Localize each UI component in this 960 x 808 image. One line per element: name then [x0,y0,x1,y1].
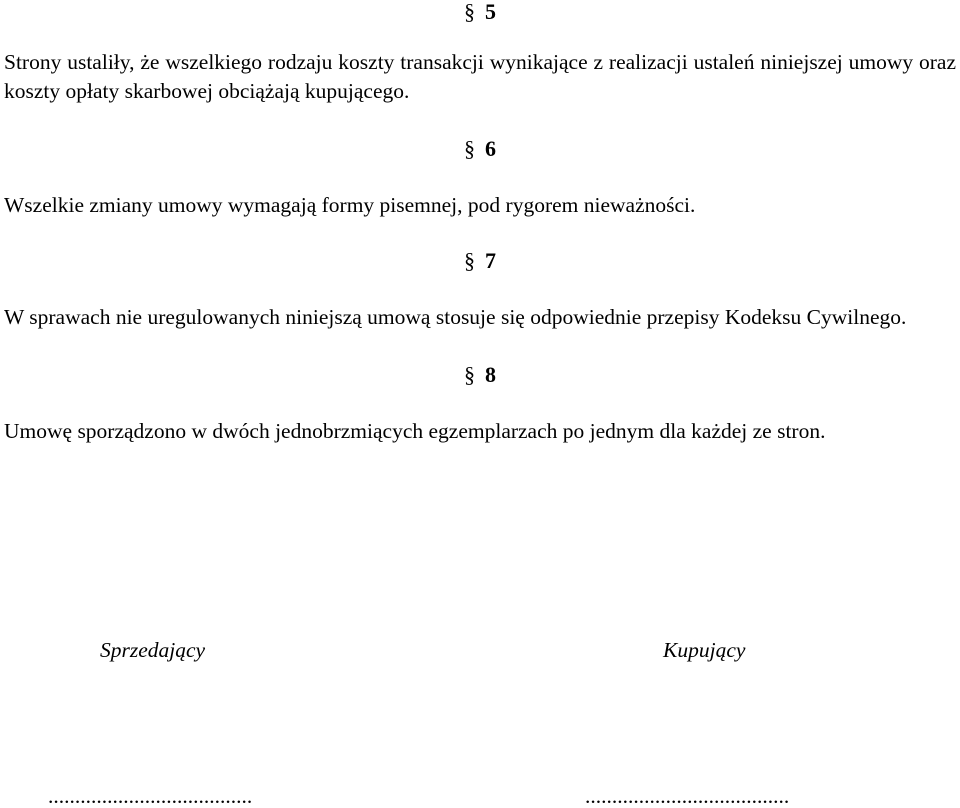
buyer-signature-line: ...................................... [585,784,790,808]
section-text-7: W sprawach nie uregulowanych niniejszą umową stosuje się odpowiednie przepisy Kodeksu Cywilnego. [4,305,907,329]
seller-signature-line: ...................................... [48,784,253,808]
section-text-6: Wszelkie zmiany umowy wymagają formy pisemnej, pod rygorem nieważności. [4,193,696,217]
section-symbol: § [464,0,475,24]
section-symbol: § [464,248,475,273]
section-number: 6 [485,136,496,161]
section-heading-8 [0,363,960,387]
buyer-signature-label: Kupujący [663,638,746,662]
section-number: 5 [485,0,496,24]
section-text-8: Umowę sporządzono w dwóch jednobrzmiących egzemplarzach po jednym dla każdej ze stron. [4,419,826,443]
section-symbol: § [464,136,475,161]
section-heading-5 [0,0,960,24]
seller-signature-label: Sprzedający [100,638,206,662]
section-number: 8 [485,362,496,387]
section-text-5: Strony ustaliły, że wszelkiego rodzaju koszty transakcji wynikające z realizacji ustaleń niniejszej umowy oraz koszty opłaty skarbowej obciążają kupującego. [4,50,956,103]
section-symbol: § [464,362,475,387]
section-heading-7 [0,249,960,273]
section-heading-6 [0,137,960,161]
section-number: 7 [485,248,496,273]
